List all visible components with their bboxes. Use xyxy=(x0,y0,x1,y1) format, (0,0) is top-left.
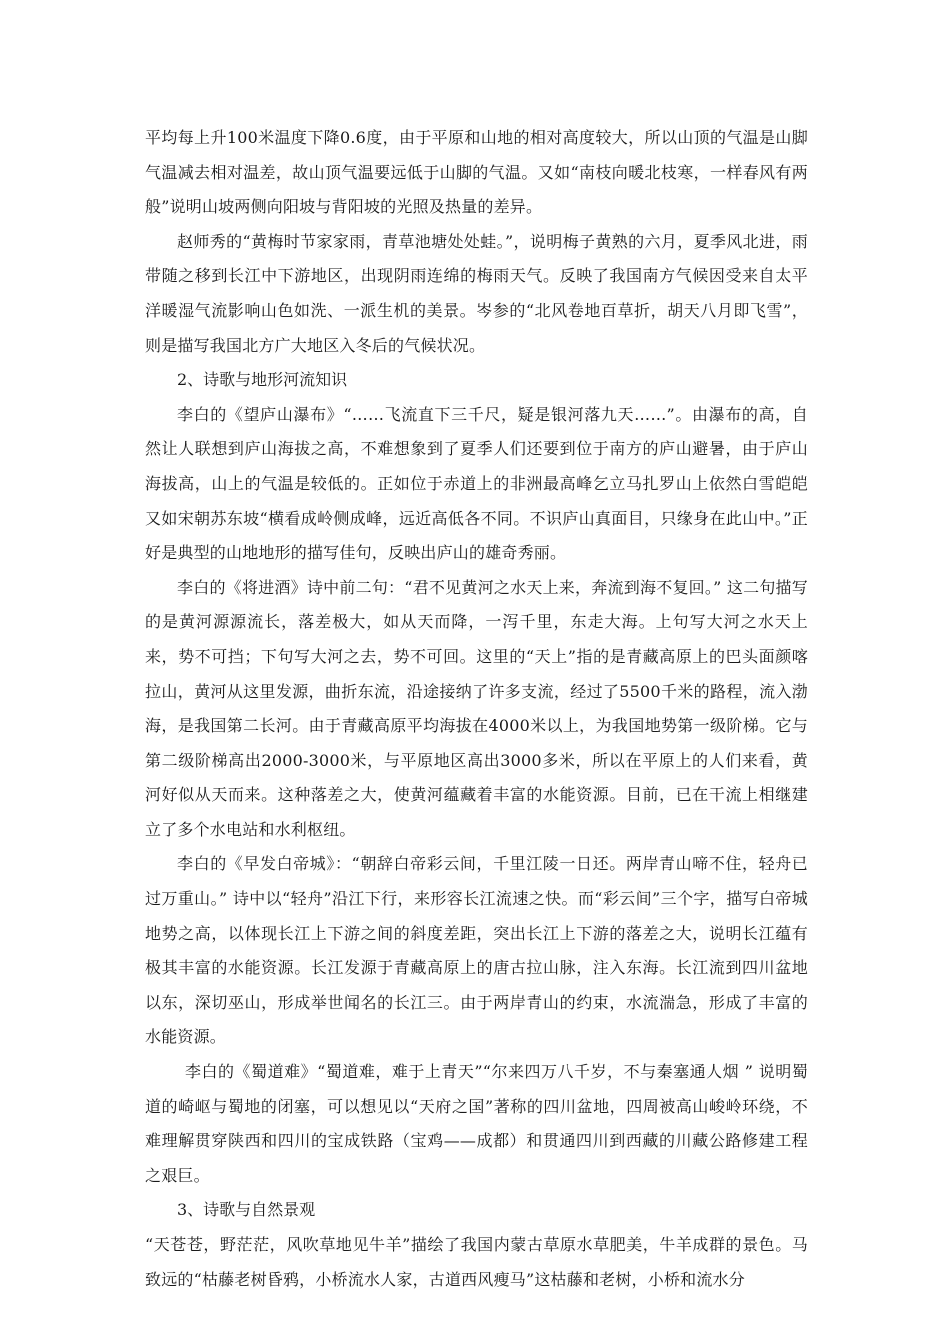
paragraph-plum-rain: 赵师秀的“黄梅时节家家雨，青草池塘处处蛙。”，说明梅子黄熟的六月，夏季风北进，雨带随之移到长江中下游地区，出现阴雨连绵的梅雨天气。反映了我国南方气候因受来自太平洋暖湿气流影响山色如洗、一派生机的美景。岑参的“北风卷地百草折，胡天八月即飞雪”，则是描写我国北方广大地区入冬后的气候状况。 xyxy=(145,231,808,355)
paragraph-lushan-waterfall: 李白的《望庐山瀑布》“……飞流直下三千尺，疑是银河落九天……”。由瀑布的高，自然让人联想到庐山海拔之高，不难想象到了夏季人们还要到位于南方的庐山避暑，由于庐山海拔高，山上的气温是较低的。正如位于赤道上的非洲最高峰乞立马扎罗山上依然白雪皑皑又如宋朝苏东坡“横看成岭侧成峰，远近高低各不同。不识庐山真面目，只缘身在此山中。”正好是典型的山地地形的描写佳句，反映出庐山的雄奇秀丽。 xyxy=(145,404,808,563)
document-page xyxy=(145,121,808,1297)
section-heading-terrain-rivers: 2、诗歌与地形河流知识 xyxy=(177,370,348,390)
paragraph-altitude-temperature: 平均每上升100米温度下降0.6度，由于平原和山地的相对高度较大，所以山顶的气温是山脚气温减去相对温差，故山顶气温要远低于山脚的气温。又如“南枝向暖北枝寒，一样春风有两般”说明山坡两侧向阳坡与背阳坡的光照及热量的差异。 xyxy=(145,128,808,217)
paragraph-jiang-jin-jiu: 李白的《将进酒》诗中前二句：“君不见黄河之水天上来，奔流到海不复回。” 这二句描写的是黄河源源流长，落差极大，如从天而降，一泻千里，东走大海。上句写大河之水天上来，势不可挡；下句写大河之去，势不可回。这里的“天上”指的是青藏高原上的巴头面颜喀拉山，黄河从这里发源，曲折东流，沿途接纳了许多支流，经过了5500千米的路程，流入渤海，是我国第二长河。由于青藏高原平均海拔在4000米以上，为我国地势第一级阶梯。它与第二级阶梯高出2000-3000米，与平原地区高出3000多米，所以在平原上的人们来看，黄河好似从天而来。这种落差之大，使黄河蕴藏着丰富的水能资源。目前，已在干流上相继建立了多个水电站和水利枢纽。 xyxy=(145,577,808,839)
paragraph-baidi-city: 李白的《早发白帝城》：“朝辞白帝彩云间，千里江陵一日还。两岸青山啼不住，轻舟已过万重山。” 诗中以“轻舟”沿江下行，来形容长江流速之快。而“彩云间”三个字，描写白帝城地势之高，以体现长江上下游之间的斜度差距，突出长江上下游的落差之大，说明长江蕴有极其丰富的水能资源。长江发源于青藏高原上的唐古拉山脉，注入东海。长江流到四川盆地以东，深切巫山，形成举世闻名的长江三。由于两岸青山的约束，水流湍急，形成了丰富的水能资源。 xyxy=(145,854,808,1047)
section-heading-natural-landscape: 3、诗歌与自然景观 xyxy=(177,1200,316,1220)
paragraph-shu-road: 李白的《蜀道难》“蜀道难，难于上青天”“尔来四万八千岁，不与秦塞通人烟 ” 说明蜀道的崎岖与蜀地的闭塞，可以想见以“天府之国”著称的四川盆地，四周被高山峻岭环绕，不难理解贯穿陕西和四川的宝成铁路（宝鸡——成都）和贯通四川到西藏的川藏公路修建工程之艰巨。 xyxy=(145,1062,808,1185)
paragraph-grassland: “天苍苍，野茫茫，风吹草地见牛羊”描绘了我国内蒙古草原水草肥美，牛羊成群的景色。马致远的“枯藤老树昏鸦，小桥流水人家，古道西风瘦马”这枯藤和老树，小桥和流水分 xyxy=(145,1235,808,1289)
